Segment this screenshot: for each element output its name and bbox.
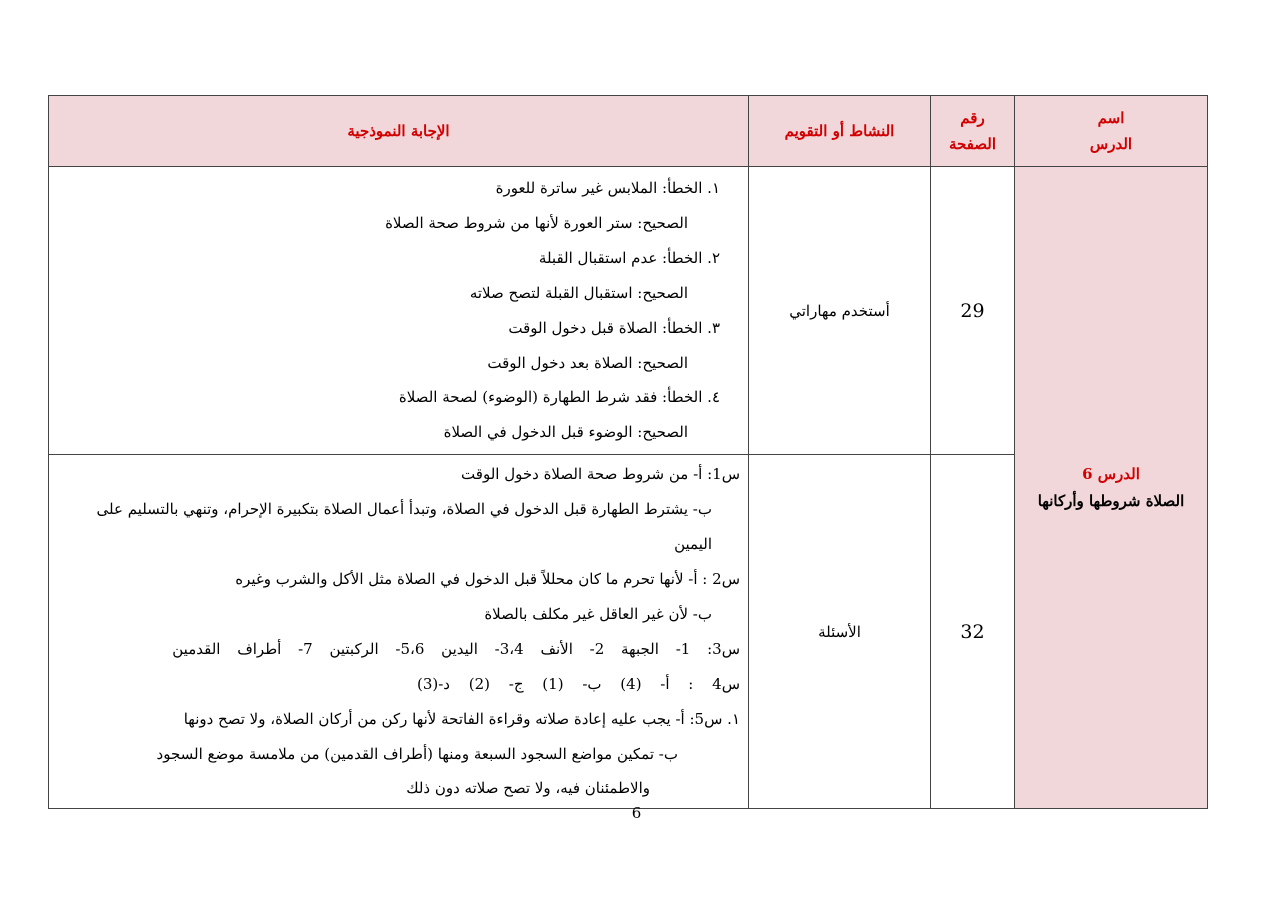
header-lesson-name: [1015, 96, 1208, 167]
answer-line: الصحيح: استقبال القبلة لتصح صلاته: [469, 283, 688, 302]
answer-list: [49, 167, 748, 454]
answer-list: [49, 455, 748, 808]
header-page-number-line1: رقم: [960, 109, 985, 127]
answer-line: ٢. الخطأ: عدم استقبال القبلة: [538, 248, 720, 267]
answer-line: ب- يشترط الطهارة قبل الدخول في الصلاة، وتبدأ أعمال الصلاة بتكبيرة الإحرام، وتنهي بالتسليم على اليمين: [96, 500, 712, 554]
lesson-answers-table: [48, 95, 1208, 809]
document-page: [48, 95, 1207, 809]
table-row: [49, 167, 1208, 455]
header-page-number-line2: الصفحة: [948, 135, 997, 153]
answer-line: ب- تمكين مواضع السجود السبعة ومنها (أطراف القدمين) من ملامسة موضع السجود: [156, 744, 678, 763]
answer-line: ٤. الخطأ: فقد شرط الطهارة (الوضوء) لصحة الصلاة: [398, 388, 720, 407]
answer-line: س2 : أ- لأنها تحرم ما كان محللاً قبل الدخول في الصلاة مثل الأكل والشرب وغيره: [235, 569, 740, 588]
header-lesson-name-line1: اسم: [1097, 109, 1125, 127]
header-page-number: [931, 96, 1015, 167]
answer-cell: [49, 455, 749, 809]
lesson-name-cell: [1015, 167, 1208, 809]
header-activity: النشاط أو التقويم: [749, 96, 931, 167]
lesson-title: الدرس 6: [1082, 464, 1140, 483]
answer-cell: [49, 167, 749, 455]
answer-line: والاطمئنان فيه، ولا تصح صلاته دون ذلك: [406, 779, 650, 798]
answer-line: الصحيح: الصلاة بعد دخول الوقت: [487, 353, 688, 372]
page-number: 6: [631, 804, 642, 822]
answer-line: س4 : أ- (4) ب- (1) ج- (2) د-(3): [416, 674, 740, 693]
answer-line: الصحيح: ستر العورة لأنها من شروط صحة الصلاة: [385, 213, 688, 232]
answer-line: ١. س5: أ- يجب عليه إعادة صلاته وقراءة الفاتحة لأنها ركن من أركان الصلاة، ولا تصح دونها: [183, 709, 740, 728]
lesson-subtitle: الصلاة شروطها وأركانها: [1037, 491, 1185, 510]
answer-line: ١. الخطأ: الملابس غير ساترة للعورة: [495, 179, 720, 197]
table-header-row: [49, 96, 1208, 167]
page-number-cell: 32: [931, 455, 1015, 809]
header-lesson-name-line2: الدرس: [1089, 135, 1133, 153]
answer-line: س1: أ- من شروط صحة الصلاة دخول الوقت: [461, 465, 740, 484]
activity-cell: الأسئلة: [749, 455, 931, 809]
page-number-cell: 29: [931, 167, 1015, 455]
answer-line: ٣. الخطأ: الصلاة قبل دخول الوقت: [508, 318, 720, 337]
answer-line: ب- لأن غير العاقل غير مكلف بالصلاة: [484, 604, 712, 623]
activity-cell: أستخدم مهاراتي: [749, 167, 931, 455]
answer-line: الصحيح: الوضوء قبل الدخول في الصلاة: [443, 423, 688, 442]
header-model-answer: الإجابة النموذجية: [49, 96, 749, 167]
answer-line: س3: 1- الجبهة 2- الأنف 3،4- اليدين 5،6- الركبتين 7- أطراف القدمين: [172, 639, 740, 658]
